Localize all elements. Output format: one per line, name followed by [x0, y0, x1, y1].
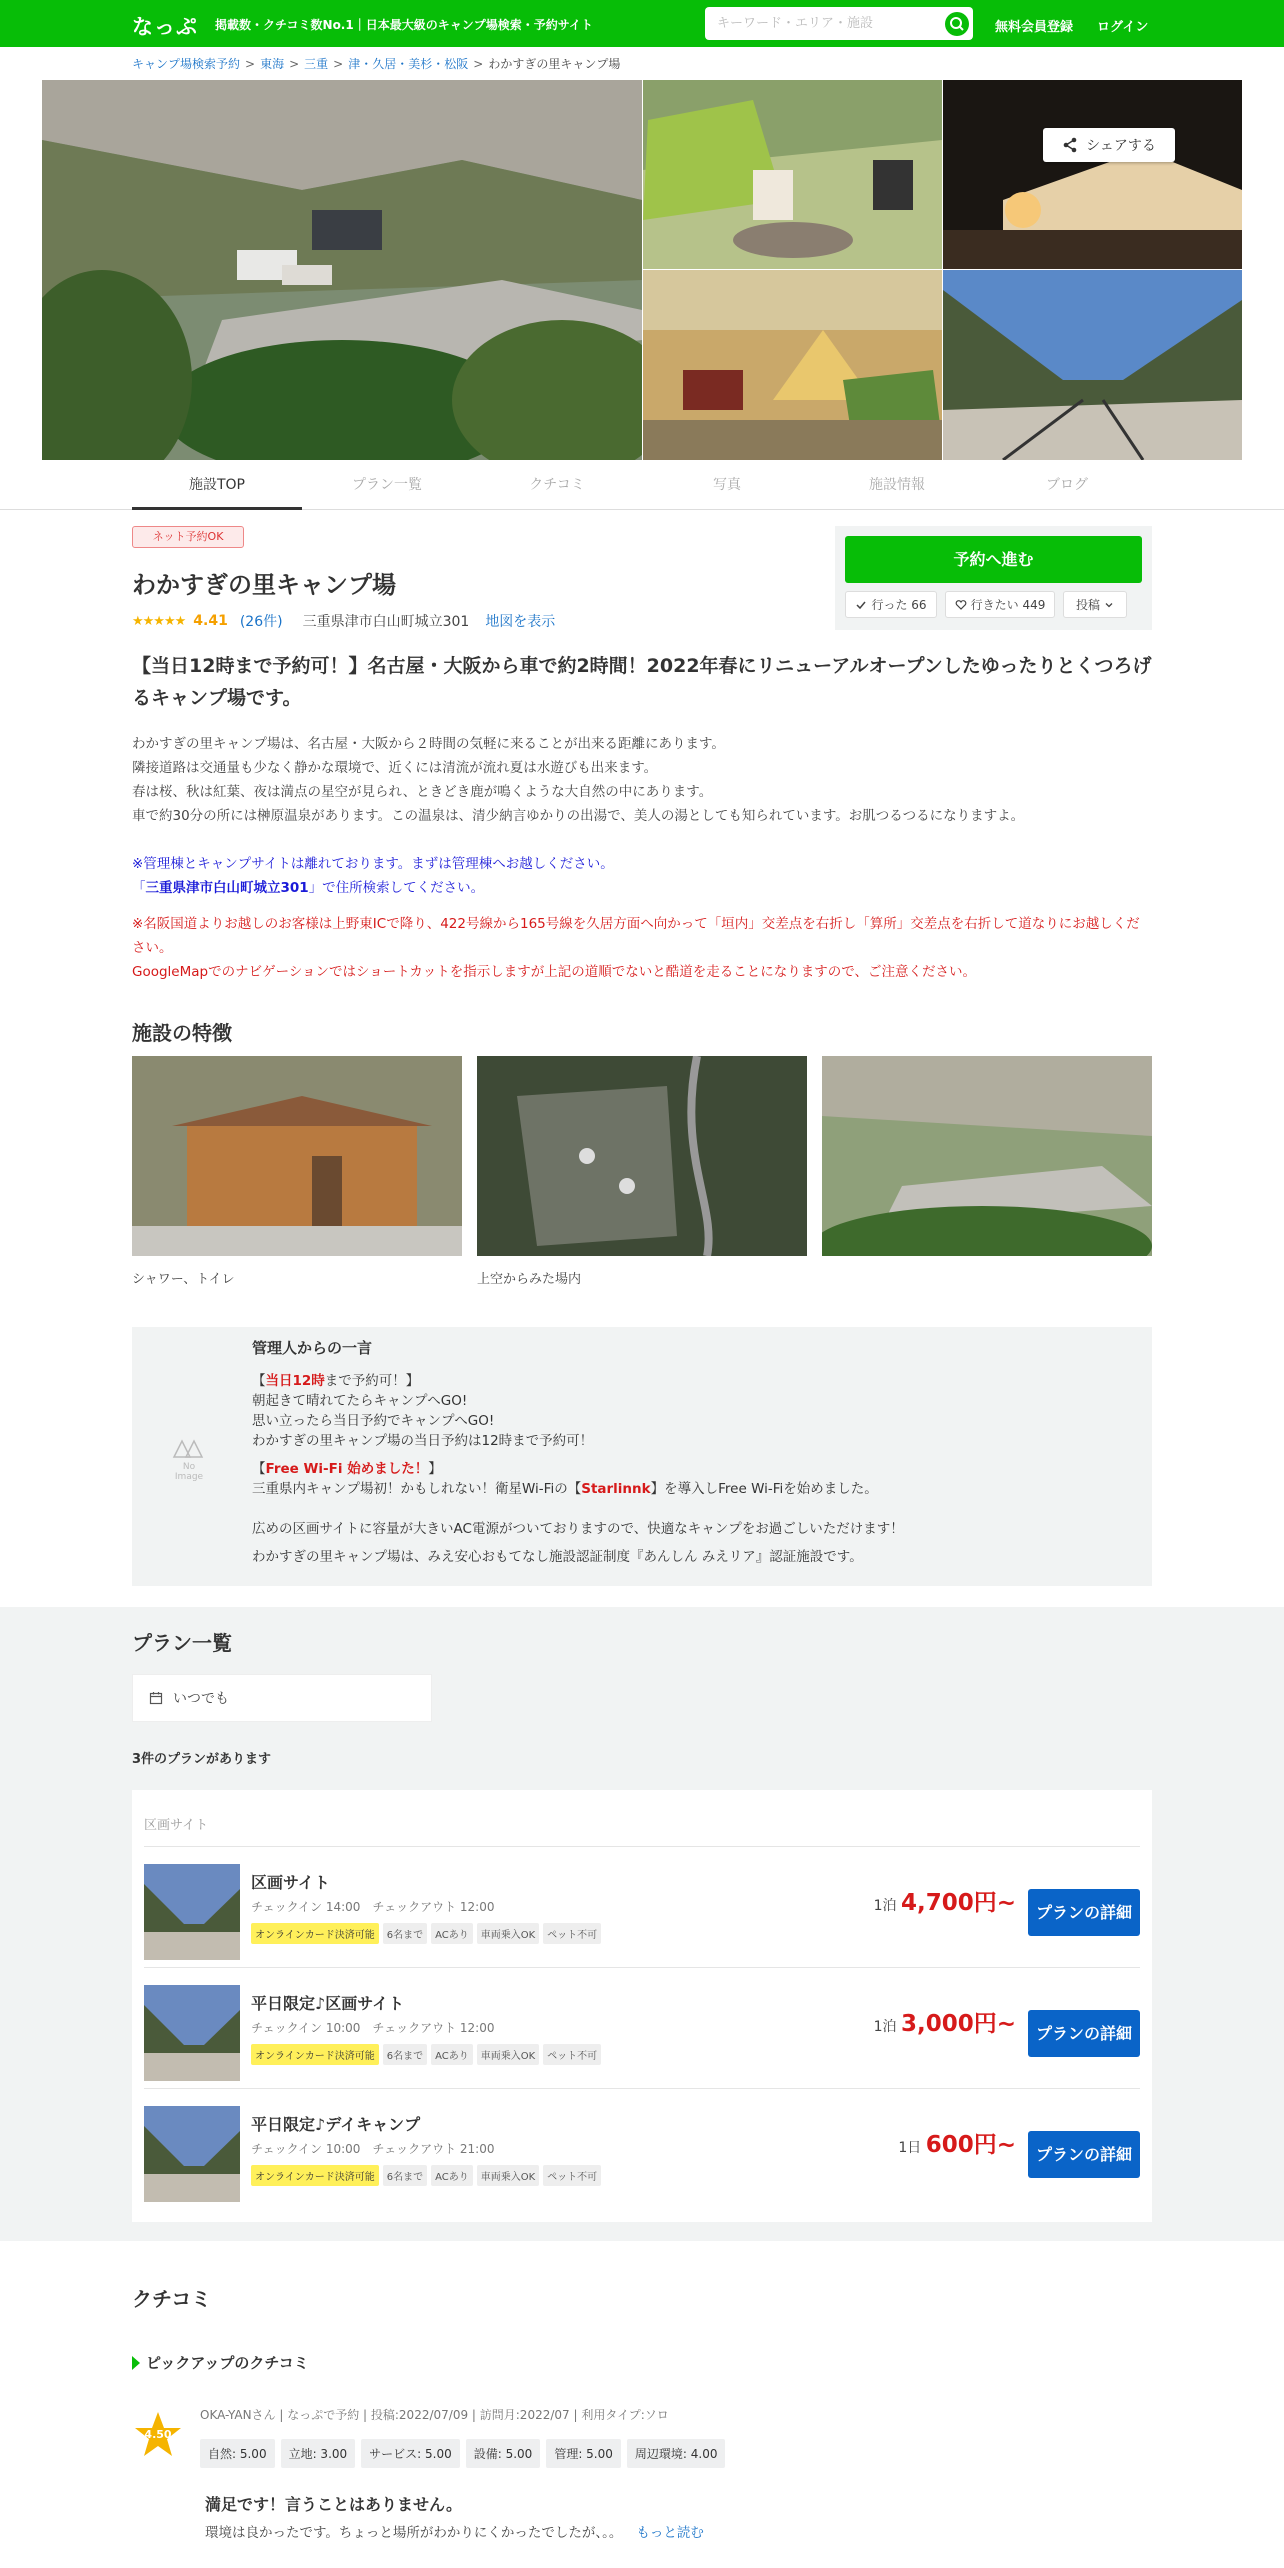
plan-name[interactable]: 平日限定♪デイキャンプ: [251, 2115, 421, 2134]
score-chip: サービス: 5.00: [361, 2439, 460, 2468]
breadcrumb-current: わかすぎの里キャンプ場: [488, 57, 621, 71]
description-line: 春は桜、秋は紅葉、夜は満点の星空が見られ、ときどき鹿が鳴くような大自然の中にあります。: [132, 784, 713, 800]
tab-top[interactable]: 施設TOP: [132, 462, 302, 510]
search-box: [705, 7, 973, 40]
notice-line: ※名阪国道よりお越しのお客様は上野東ICで降り、422号線から165号線を久居方面へ向かって「垣内」交差点を右折し「算所」交差点を右折して道なりにお越しください。: [132, 916, 1140, 956]
score-chip: 設備: 5.00: [466, 2439, 541, 2468]
plan-tag: 車両乗入OK: [477, 2044, 539, 2065]
plan-tags: [251, 1923, 601, 1944]
address: 三重県津市白山町城立301: [302, 614, 470, 630]
site-header: [0, 0, 1284, 47]
notice-line: GoogleMapでのナビゲーションではショートカットを指示しますが上記の道順でないと酷道を走ることになりますので、ご注意ください。: [132, 964, 976, 980]
gallery-photo[interactable]: [643, 270, 942, 460]
rating-row: [132, 611, 555, 631]
feature-photo[interactable]: [477, 1056, 807, 1256]
notice-line: ※管理棟とキャンプサイトは離れております。まずは管理棟へお越しください。: [132, 856, 614, 872]
plan-name[interactable]: 平日限定♪区画サイト: [251, 1994, 405, 2013]
score-chip: 立地: 3.00: [281, 2439, 356, 2468]
plan-tag: 6名まで: [383, 2165, 427, 2186]
plan-tag: 車両乗入OK: [477, 2165, 539, 2186]
plan-tag: ペット不可: [543, 2044, 601, 2065]
register-link[interactable]: 無料会員登録: [995, 20, 1074, 35]
tab-reviews[interactable]: クチコミ: [529, 477, 585, 493]
triangle-icon: [132, 2356, 140, 2370]
review-meta: OKA-YANさん | なっぷで予約 | 投稿:2022/07/09 | 訪問月:2022/07 | 利用タイプ:ソロ: [200, 2408, 669, 2422]
search-icon: [945, 12, 969, 36]
plan-item: [132, 2092, 1152, 2210]
map-link[interactable]: 地図を表示: [485, 614, 556, 630]
plan-time: チェックイン 10:00 チェックアウト 21:00: [251, 2142, 495, 2156]
want-label: 行きたい 449: [970, 598, 1046, 612]
plans-heading: プラン一覧: [132, 1631, 232, 1655]
description: [132, 732, 1152, 828]
manager-line: わかすぎの里キャンプ場の当日予約は12時まで予約可！: [252, 1433, 594, 1449]
plan-tag: 車両乗入OK: [477, 1923, 539, 1944]
rating-value: 4.41: [193, 613, 228, 629]
date-label: いつでも: [173, 1691, 229, 1707]
plan-item: [132, 1850, 1152, 1968]
plan-thumbnail[interactable]: [144, 1864, 240, 1960]
calendar-icon: [149, 1691, 163, 1705]
search-input[interactable]: [705, 7, 935, 40]
gallery-photo[interactable]: [943, 270, 1242, 460]
breadcrumb-item[interactable]: キャンプ場検索予約: [132, 57, 241, 71]
gallery-photo[interactable]: [643, 80, 942, 269]
plan-thumbnail[interactable]: [144, 2106, 240, 2202]
no-image-icon: No Image: [172, 1437, 206, 1473]
feature-caption: 上空からみた場内: [477, 1272, 582, 1287]
plan-tag: ACあり: [431, 1923, 473, 1944]
went-label: 行った 66: [871, 598, 927, 612]
plan-tag: オンラインカード決済可能: [251, 2165, 379, 2186]
pickup-heading: ピックアップのクチコミ: [132, 2352, 309, 2373]
site-tagline: 掲載数・クチコミ数No.1｜日本最大級のキャンプ場検索・予約サイト: [215, 18, 593, 32]
tab-plans[interactable]: プラン一覧: [352, 477, 422, 493]
manager-line: 思い立ったら当日予約でキャンプへGO!: [252, 1413, 495, 1429]
plan-tag: ペット不可: [543, 1923, 601, 1944]
went-button[interactable]: [845, 591, 937, 618]
plan-tag: オンラインカード決済可能: [251, 2044, 379, 2065]
plan-thumbnail[interactable]: [144, 1985, 240, 2081]
features-heading: 施設の特徴: [132, 1021, 232, 1045]
feature-caption: シャワー、トイレ: [132, 1272, 235, 1287]
plan-time: チェックイン 10:00 チェックアウト 12:00: [251, 2021, 495, 2035]
notice-blue: [132, 852, 1152, 900]
post-label: 投稿: [1075, 598, 1100, 612]
plan-tag: ACあり: [431, 2165, 473, 2186]
plan-item: [132, 1971, 1152, 2089]
share-icon: [1062, 137, 1078, 153]
plan-list: [132, 1790, 1152, 2222]
description-line: 車で約30分の所には榊原温泉があります。この温泉は、清少納言ゆかりの出湯で、美人の湯としても知られています。お肌つるつるになりますよ。: [132, 808, 1025, 824]
tab-photos[interactable]: 写真: [713, 477, 741, 493]
read-more-link[interactable]: もっと読む: [636, 2525, 704, 2541]
breadcrumb-item[interactable]: 三重: [304, 57, 329, 71]
plan-category: 区画サイト: [144, 1818, 209, 1833]
plan-price: 1泊 3,000円~: [873, 2011, 1016, 2037]
share-button[interactable]: [1043, 128, 1175, 162]
reserve-button[interactable]: 予約へ進む: [845, 536, 1142, 583]
review-count-link[interactable]: (26件): [239, 614, 283, 630]
plan-tags: [251, 2165, 601, 2186]
plan-tag: ペット不可: [543, 2165, 601, 2186]
review-title: 満足です！言うことはありません。: [205, 2495, 462, 2514]
description-line: 隣接道路は交通量も少なく静かな環境で、近くには清流が流れ夏は水遊びも出来ます。: [132, 760, 658, 776]
facility-tabs: [0, 462, 1284, 510]
manager-line: 朝起きて晴れてたらキャンプへGO!: [252, 1393, 468, 1409]
feature-photo[interactable]: [132, 1056, 462, 1256]
plan-tag: オンラインカード決済可能: [251, 1923, 379, 1944]
post-button[interactable]: [1063, 591, 1127, 618]
notice-red: [132, 912, 1152, 984]
breadcrumb: キャンプ場検索予約 > 東海 > 三重 > 津・久居・美杉・松阪 > わかすぎの里キャンプ場: [132, 57, 621, 71]
breadcrumb-item[interactable]: 津・久居・美杉・松阪: [348, 57, 469, 71]
gallery-photo[interactable]: [943, 80, 1242, 269]
plan-name[interactable]: 区画サイト: [251, 1873, 330, 1892]
search-button[interactable]: [945, 12, 969, 36]
manager-line: 広めの区画サイトに容量が大きいAC電源がついておりますので、快適なキャンプをお過ごしいただけます！: [252, 1521, 904, 1537]
plan-count: 3件のプランがあります: [132, 1752, 272, 1767]
score-chip: 周辺環境: 4.00: [627, 2439, 726, 2468]
score-chip: 管理: 5.00: [546, 2439, 621, 2468]
plan-price: 1泊 4,700円~: [873, 1890, 1016, 1916]
want-button[interactable]: [945, 591, 1055, 618]
plan-time: チェックイン 14:00 チェックアウト 12:00: [251, 1900, 495, 1914]
plan-detail-button[interactable]: プランの詳細: [1028, 2131, 1140, 2178]
page-title: わかすぎの里キャンプ場: [132, 571, 396, 599]
plan-price: 1日 600円~: [898, 2132, 1016, 2158]
plan-detail-button[interactable]: プランの詳細: [1028, 1889, 1140, 1936]
review-scores: [200, 2439, 725, 2468]
description-line: わかすぎの里キャンプ場は、名古屋・大阪から２時間の気軽に来ることが出来る距離にあります。: [132, 736, 725, 752]
manager-heading: 管理人からの一言: [252, 1339, 373, 1357]
heart-icon: [955, 599, 967, 611]
check-icon: [855, 599, 867, 611]
lead-text: 【当日12時まで予約可！】名古屋・大阪から車で約2時間！2022年春にリニューアルオープンしたゆったりとくつろげるキャンプ場です。: [132, 655, 1152, 709]
date-picker[interactable]: [132, 1674, 432, 1722]
reviews-heading: クチコミ: [132, 2287, 212, 2311]
plan-detail-button[interactable]: プランの詳細: [1028, 2010, 1140, 2057]
tab-info[interactable]: 施設情報: [869, 477, 925, 493]
site-logo[interactable]: なっぷ: [132, 15, 198, 39]
tab-blog[interactable]: ブログ: [1046, 477, 1088, 493]
chevron-down-icon: [1104, 600, 1114, 610]
reserve-panel: [835, 526, 1152, 630]
plan-tag: 6名まで: [383, 2044, 427, 2065]
manager-message: No Image 管理人からの一言 【当日12時まで予約可！】 朝起きて晴れてたらキャンプへGO! 思い立ったら当日予約でキャンプへGO! わかすぎの里キャンプ場の当日予約は12時まで予約可！ 【Free Wi-Fi 始めました！】 三重県内キャンプ場初！かもしれない！衛星Wi-Fiの【Starlinnk】を導入しFree Wi-Fiを始めました。 広めの区画サイトに容量が大きいAC電源がついておりますので、快適なキャンプをお過ごしいただけます！ わかすぎの里キャンプ場は、みえ安心おもてなし施設認証制度『あんしん みえリア』認証施設です。: [132, 1327, 1152, 1586]
feature-photo[interactable]: [822, 1056, 1152, 1256]
address-highlight: 三重県津市白山町城立301: [145, 880, 309, 896]
plan-tags: [251, 2044, 601, 2065]
score-chip: 自然: 5.00: [200, 2439, 275, 2468]
net-reservation-badge: ネット予約OK: [132, 526, 244, 548]
review-body: 環境は良かったです。ちょっと場所がわかりにくかったでしたが、。。 もっと読む: [205, 2525, 704, 2541]
notice-line: 「三重県津市白山町城立301」で住所検索してください。: [132, 880, 485, 896]
manager-line: わかすぎの里キャンプ場は、みえ安心おもてなし施設認証制度『あんしん みえリア』認証施設です。: [252, 1549, 863, 1565]
rating-stars: ★★★★★: [132, 613, 186, 629]
review-score: 4.50: [144, 2428, 172, 2441]
breadcrumb-item[interactable]: 東海: [260, 57, 285, 71]
share-label: シェアする: [1086, 138, 1156, 154]
login-link[interactable]: ログイン: [1097, 20, 1149, 35]
plan-tag: 6名まで: [383, 1923, 427, 1944]
main-photo[interactable]: [42, 80, 642, 460]
plan-tag: ACあり: [431, 2044, 473, 2065]
